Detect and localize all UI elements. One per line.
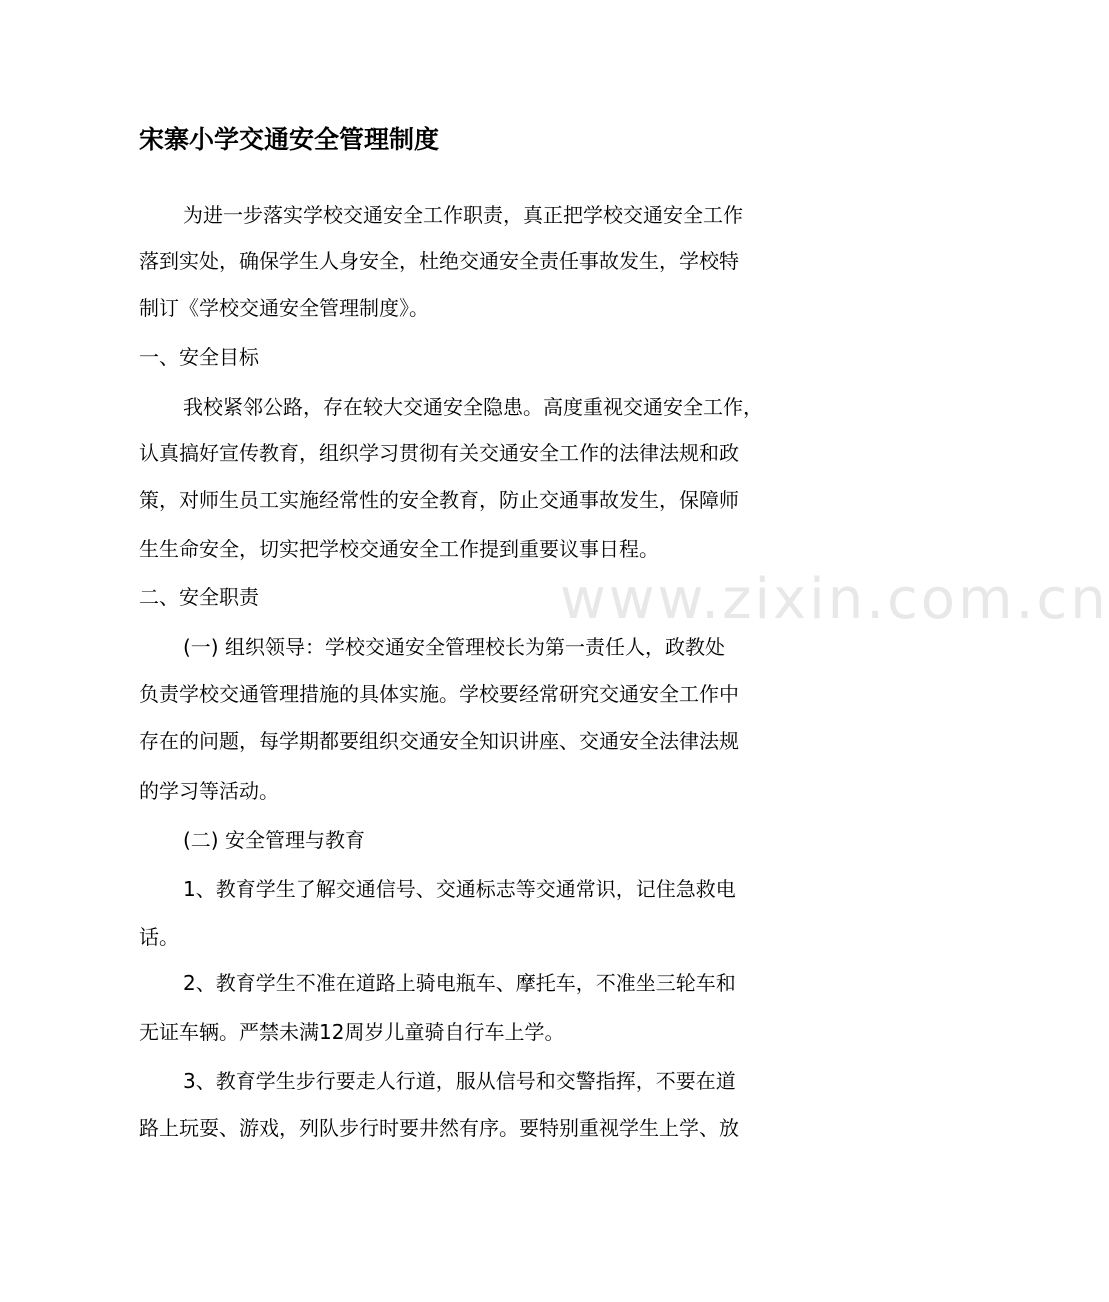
paragraph-leadership-line-3: 存在的问题，每学期都要组织交通安全知识讲座、交通安全法律法规 bbox=[139, 729, 739, 753]
watermark: www.zixin.com.cn bbox=[560, 567, 1109, 632]
paragraph-intro-line-2: 落到实处，确保学生人身安全，杜绝交通安全责任事故发生，学校特 bbox=[139, 249, 739, 273]
paragraph-intro-line-3: 制订《学校交通安全管理制度》。 bbox=[139, 296, 429, 320]
item-2-line-1: 2、教育学生不准在道路上骑电瓶车、摩托车，不准坐三轮车和 bbox=[183, 971, 736, 995]
item-1-line-2: 话。 bbox=[139, 925, 179, 949]
paragraph-goal-line-1: 我校紧邻公路，存在较大交通安全隐患。高度重视交通安全工作， bbox=[183, 395, 763, 419]
item-3-line-2: 路上玩耍、游戏，列队步行时要井然有序。要特别重视学生上学、放 bbox=[139, 1116, 739, 1140]
item-3-line-1: 3、教育学生步行要走人行道，服从信号和交警指挥，不要在道 bbox=[183, 1069, 736, 1093]
paragraph-intro-line-1: 为进一步落实学校交通安全工作职责，真正把学校交通安全工作 bbox=[183, 203, 743, 227]
paragraph-leadership-line-2: 负责学校交通管理措施的具体实施。学校要经常研究交通安全工作中 bbox=[139, 682, 739, 706]
section-heading-safety-duties: 二、安全职责 bbox=[139, 585, 259, 609]
paragraph-leadership-line-4: 的学习等活动。 bbox=[139, 779, 279, 803]
paragraph-goal-line-2: 认真搞好宣传教育，组织学习贯彻有关交通安全工作的法律法规和政 bbox=[139, 441, 739, 465]
paragraph-goal-line-3: 策，对师生员工实施经常性的安全教育，防止交通事故发生，保障师 bbox=[139, 488, 739, 512]
item-2-line-2: 无证车辆。严禁未满12周岁儿童骑自行车上学。 bbox=[139, 1020, 565, 1044]
document-title: 宋寨小学交通安全管理制度 bbox=[139, 125, 440, 154]
paragraph-leadership-line-1: (一) 组织领导：学校交通安全管理校长为第一责任人，政教处 bbox=[183, 635, 725, 659]
section-heading-safety-goal: 一、安全目标 bbox=[139, 345, 259, 369]
item-1-line-1: 1、教育学生了解交通信号、交通标志等交通常识，记住急救电 bbox=[183, 877, 736, 901]
subsection-heading-management-education: (二) 安全管理与教育 bbox=[183, 828, 365, 852]
paragraph-goal-line-4: 生生命安全，切实把学校交通安全工作提到重要议事日程。 bbox=[139, 537, 659, 561]
